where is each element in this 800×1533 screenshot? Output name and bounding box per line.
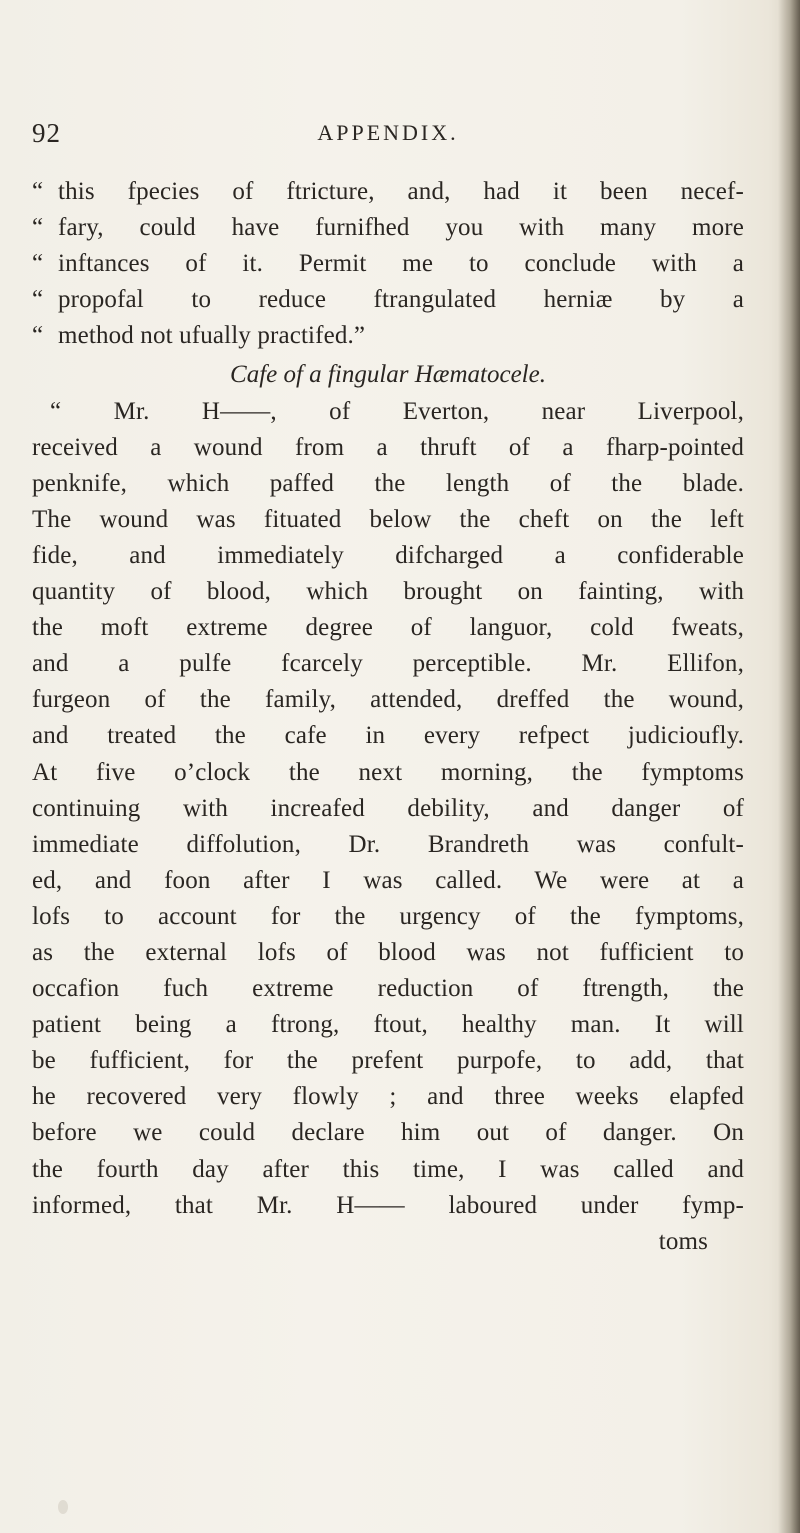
text-line: patient being a ftrong, ftout, healthy man. It will <box>32 1011 744 1039</box>
text-line: the fourth day after this time, I was called and <box>32 1155 744 1183</box>
text-line: The wound was fituated below the cheft on the left <box>32 505 744 533</box>
text-line: At five o’clock the next morning, the fymptoms <box>32 758 744 786</box>
text-line: the moft extreme degree of languor, cold fweats, <box>32 614 744 642</box>
text-line: he recovered very flowly ; and three weeks elapfed <box>32 1083 744 1111</box>
text-line: and a pulfe fcarcely perceptible. Mr. Ellifon, <box>32 650 744 678</box>
body-text <box>32 174 744 1260</box>
catchword: toms <box>658 1227 708 1255</box>
page-header <box>32 118 744 158</box>
text-line: continuing with increafed debility, and danger of <box>32 794 744 822</box>
text-line: “ propofal to reduce ftrangulated herniæ by a <box>32 282 744 318</box>
text-line: furgeon of the family, attended, dreffed the wound, <box>32 686 744 714</box>
text-line: and treated the cafe in every refpect judicioufly. <box>32 722 744 750</box>
text-line: as the external lofs of blood was not fufficient to <box>32 938 744 966</box>
quote-mark: “ <box>32 178 44 205</box>
text-line: received a wound from a thruft of a fharp-pointed <box>32 433 744 461</box>
quote-mark: “ <box>32 286 44 314</box>
case-heading: Cafe of a fingular Hæmatocele. <box>230 361 546 389</box>
text-line: penknife, which paffed the length of the blade. <box>32 469 744 497</box>
paper-smudge <box>58 1500 68 1514</box>
quoted-passage <box>32 174 744 354</box>
running-head: APPENDIX. <box>317 120 459 145</box>
text-line: immediate diffolution, Dr. Brandreth was confult- <box>32 830 744 858</box>
page-number: 92 <box>32 118 61 148</box>
text-line: occafion fuch extreme reduction of ftrength, the <box>32 975 744 1003</box>
text-line: quantity of blood, which brought on fainting, with <box>32 578 744 606</box>
text-line: lofs to account for the urgency of the fymptoms, <box>32 902 744 930</box>
text-line: informed, that Mr. H—— laboured under fymp- <box>32 1191 744 1219</box>
text-line: “ fary, could have furnifhed you with many more <box>32 210 744 246</box>
quote-mark: “ <box>32 322 44 350</box>
text-line: fide, and immediately difcharged a confiderable <box>32 541 744 569</box>
case-paragraph <box>32 394 744 1260</box>
text-line: “ inftances of it. Permit me to conclude with a <box>32 246 744 282</box>
page-binding-edge <box>778 0 800 1533</box>
text-line: “ Mr. H——, of Everton, near Liverpool, <box>50 397 744 425</box>
text-line: be fufficient, for the prefent purpofe, to add, that <box>32 1047 744 1075</box>
text-line: “ method not ufually practifed.” <box>32 318 744 354</box>
quote-mark: “ <box>32 250 44 278</box>
text-line: “ this fpecies of ftricture, and, had it been necef- <box>32 174 744 210</box>
text-line: ed, and foon after I was called. We were at a <box>32 866 744 894</box>
text-line: before we could declare him out of danger. On <box>32 1119 744 1147</box>
quote-mark: “ <box>32 214 44 242</box>
